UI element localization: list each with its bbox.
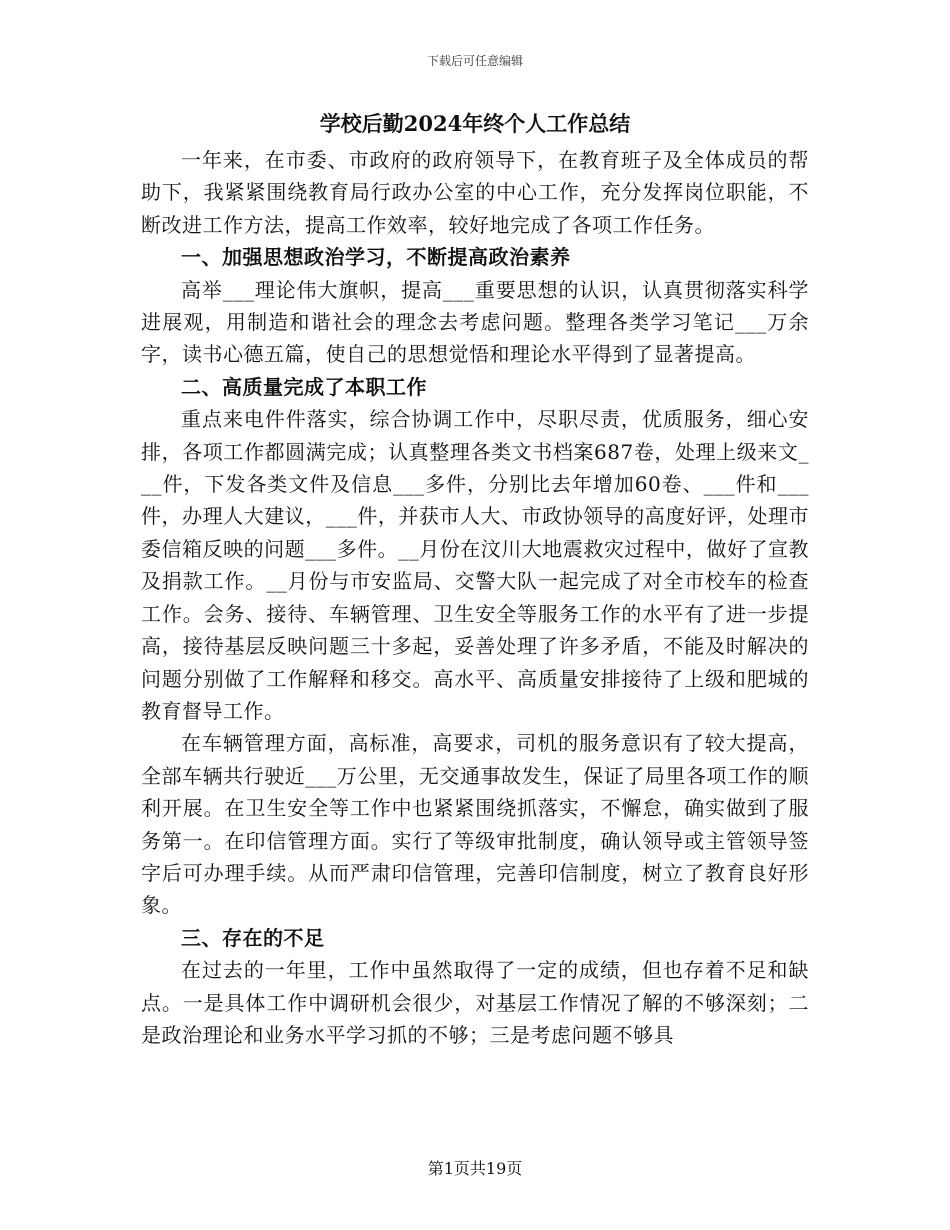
section-heading-1: 一、加强思想政治学习，不断提高政治素养 <box>181 245 571 270</box>
page-number-footer: 第1页共19页 <box>427 1159 523 1178</box>
document-title: 学校后勤2024年终个人工作总结 <box>319 111 631 136</box>
section-heading-2: 二、高质量完成了本职工作 <box>181 374 427 399</box>
intro-paragraph: 一年来，在市委、市政府的政府领导下，在教育班子及全体成员的帮助下，我紧紧围绕教育局行政办公室的中心工作，充分发挥岗位职能，不断改进工作方法，提高工作效率，较好地完成了各项工作任务。 <box>141 148 809 237</box>
header-note: 下载后可任意编辑 <box>426 54 523 68</box>
section-2-paragraph-2: 在车辆管理方面，高标准，高要求，司机的服务意识有了较大提高，全部车辆共行驶近___万公里，无交通事故发生，保证了局里各项工作的顺利开展。在卫生安全等工作中也紧紧围绕抓落实，不懈怠，确实做到了服务第一。在印信管理方面。实行了等级审批制度，确认领导或主管领导签字后可办理手续。从而严肃印信管理，完善印信制度，树立了教育良好形象。 <box>141 731 809 918</box>
document-body <box>141 104 809 1051</box>
section-heading-3: 三、存在的不足 <box>181 925 325 950</box>
section-1-paragraph-1: 高举___理论伟大旗帜，提高___重要思想的认识，认真贯彻落实科学进展观，用制造和谐社会的理念去考虑问题。整理各类学习笔记___万余字，读书心德五篇，使自己的思想觉悟和理论水平得到了显著提高。 <box>141 277 809 367</box>
section-2-paragraph-1: 重点来电件件落实，综合协调工作中，尽职尽责，优质服务，细心安排，各项工作都圆满完成；认真整理各类文书档案687卷，处理上级来文___件，下发各类文件及信息___多件，分别比去年增加60卷、___件和___件，办理人大建议，___件，并获市人大、市政协领导的高度好评，处理市委信箱反映的问题___多件。__月份在汶川大地震救灾过程中，做好了宣教及捐款工作。__月份与市安监局、交警大队一起完成了对全市校车的检查工作。会务、接待、车辆管理、卫生安全等服务工作的水平有了进一步提高，接待基层反映问题三十多起，妥善处理了许多矛盾，不能及时解决的问题分别做了工作解释和移交。高水平、高质量安排接待了上级和肥城的教育督导工作。 <box>141 407 809 723</box>
section-3-paragraph-1: 在过去的一年里，工作中虽然取得了一定的成绩，但也存着不足和缺点。一是具体工作中调研机会很少，对基层工作情况了解的不够深刻；二是政治理论和业务水平学习抓的不够；三是考虑问题不够具 <box>141 958 809 1047</box>
